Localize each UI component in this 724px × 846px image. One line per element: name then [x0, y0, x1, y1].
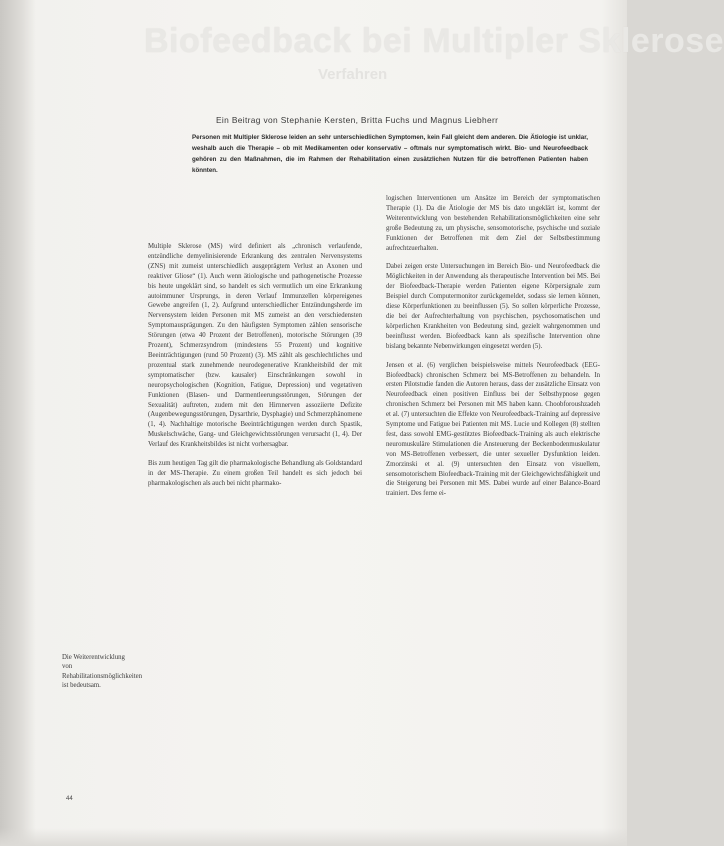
article-subhead: Verfahren [318, 66, 388, 83]
right-paragraph-2: Dabei zeigen erste Untersuchungen im Bereich Bio- und Neurofeedback die Möglichkeiten in der Anwendung als therapeutische Intervention bei MS. Bei der Biofeedback-Therapie werden Patienten eigene Körpersignale zum Beispiel durch Computermonitor zurückgemeldet, sodass sie lernen können, diese Körperfunktionen zu beeinflussen (5). So sollen körperliche Prozesse, die bei der Aufrechterhaltung von psychischen, psychosomatischen und körperlichen Krankheiten von Bedeutung sind, gezielt wahrgenommen und beeinflusst werden. Biofeedback kann als spezifische Intervention ohne bislang bekannte Nebenwirkungen eingesetzt werden (5). [386, 263, 600, 350]
right-paragraph-3: Jensen et al. (6) verglichen beispielsweise mittels Neurofeedback (EEG-Biofeedback) chronischen Schmerz bei MS-Betroffenen zu behandeln. In ersten Pilotstudie fanden die Autoren heraus, dass der zusätzliche Einsatz von Neurofeedback einen positiven Einfluss bei der Selbsthypnose gegen chronischen Schmerz bei Personen mit MS haben kann. Choobforoushzadeh et al. (7) untersuchten die Effekte von Neurofeedback-Training auf depressive Symptome und Fatigue bei Patienten mit MS. Lucie und Kollegen (8) stellten fest, dass sowohl EMG-gestütztes Biofeedback-Training als auch elektrische neuromuskuläre Stimulationen die Ansteuerung der Beckenbodenmuskulatur von MS-Betroffenen verbessert, die unter sexueller Dysfunktion leiden. Zmorzinski et al. (9) untersuchten den Einsatz von visuellem, sensomotorischem Biofeedback-Training mit der Gleichgewichtsfähigkeit und die Steigerung bei Personen mit MS. Dabei wurde auf einer Balance-Board trainiert. Des ferne ei- [386, 361, 600, 498]
page-bottom-shadow [0, 828, 627, 846]
left-text-column [148, 242, 362, 498]
article-headline: Biofeedback bei Multipler Sklerose [144, 22, 724, 60]
right-paragraph-1: logischen Interventionen um Ansätze im Bereich der symptomatischen Therapie (1). Da die Ätiologie der MS bis dato ungeklärt ist, kommt der Weiterentwicklung von bestehenden Rehabilitationsmöglichkeiten eine sehr große Bedeutung zu, um physische, sensomotorische, psychische und soziale Funktionen der Betroffenen mit dem Ziel der Selbstbestimmung aufrechtzuerhalten. [386, 195, 600, 252]
left-paragraph-2: Bis zum heutigen Tag gilt die pharmakologische Behandlung als Goldstandard in der MS-Therapie. Zu einem großen Teil handelt es sich jedoch bei pharmakologischen als auch bei nicht pharmako- [148, 460, 362, 487]
page-number: 44 [66, 796, 73, 802]
article-lead: Personen mit Multipler Sklerose leiden an sehr unterschiedlichen Symptomen, kein Fall gleicht dem anderen. Die Ätiologie ist unklar, weshalb auch die Therapie – ob mit Medikamenten oder konservativ – oftmals nur symptomatisch wirkt. Bio- und Neurofeedback gehören zu den Maßnahmen, die im Rahmen der Rehabilitation einen zusätzlichen Nutzen für die betroffenen Patienten haben könnten. [192, 134, 588, 174]
article-byline: Ein Beitrag von Stephanie Kersten, Britta Fuchs und Magnus Liebherr [216, 115, 499, 125]
right-text-column [386, 194, 600, 508]
margin-pull-quote: Die Weiterentwicklung von Rehabilitationsmöglichkeiten ist bedeutsam. [62, 654, 143, 689]
left-paragraph-1: Multiple Sklerose (MS) wird definiert als „chronisch verlaufende, entzündliche demyelinisierende Erkrankung des zentralen Nervensystems (ZNS) mit zumeist unterschiedlich ausgeprägtem Verlust an Axonen und reaktiver Gliose“ (1). Auch wenn ätiologische und pathogenetische Prozesse bis heute ungeklärt sind, so handelt es sich vermutlich um eine Erkrankung autoimmuner Ursprungs, in deren Verlauf Immunzellen körpereigenes Gewebe angreifen (1, 2). Aufgrund unterschiedlicher Entzündungsherde im Nervensystem leiden Personen mit MS zumeist an den verschiedensten Symptomausprägungen. Zu den häufigsten Symptomen zählen sensorische Störungen (etwa 40 Prozent der Betroffenen), motorische Störungen (39 Prozent), Schmerzsyndrom (mindestens 55 Prozent) und kognitive Beeinträchtigungen (rund 50 Prozent) (3). MS zählt als geschlechtliches und prozentual stark zunehmende neurodegenerative Krankheitsbild der mit symptomatischer (bzw. kausaler) Einschränkungen sowohl in neuropsychologischen (Kognition, Fatigue, Depression) und vegetativen Funktionen (Blasen- und Darmentleerungsstörungen, Störungen der Sexualität) auftreten, zudem mit den Hirnnerven assoziierte Defizite (Augenbewegungsstörungen, Dysarthrie, Dysphagie) und Schmerzphänomene (1, 4). Nachhaltige motorische Beeinträchtigungen werden durch Spastik, Muskelschwäche, Gang- und Gleichgewichtsstörungen verursacht (1, 4). Der Verlauf des Krankheitsbildes ist nicht vorhersagbar. [148, 243, 362, 449]
page-fold-shadow [0, 0, 36, 846]
